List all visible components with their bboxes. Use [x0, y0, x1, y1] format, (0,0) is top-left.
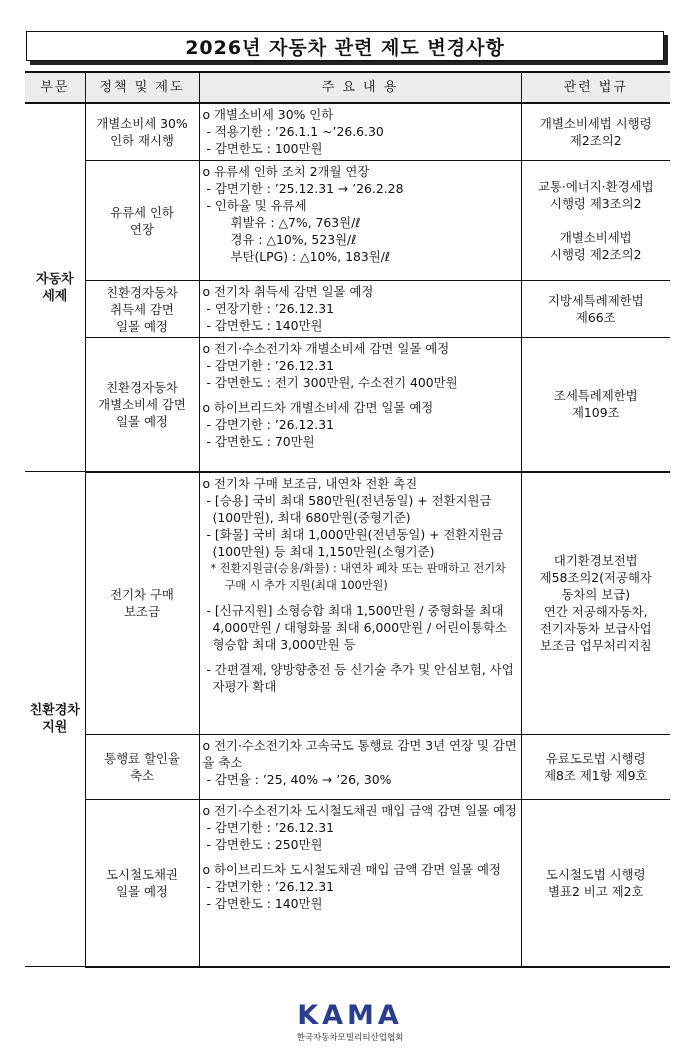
content-line: o 하이브리드차 개별소비세 감면 일몰 예정 — [202, 400, 434, 415]
table-row — [25, 800, 670, 967]
content-cell — [199, 161, 521, 281]
content-line: o 전기·수소전기차 고속국도 통행료 감면 3년 연장 및 감면율 축소 — [202, 738, 517, 770]
content-cell — [199, 800, 521, 967]
content-line: - 감면기한 : ’26.12.31 — [206, 879, 334, 894]
content-line: - [화물] 국비 최대 1,000만원(전년동일) + 전환지원금(100만원) 등 최대 1,150만원(소형기준) — [206, 526, 504, 559]
table-row — [25, 161, 670, 281]
table-header-row — [25, 72, 670, 103]
content-line: - 인하율 및 유류세 — [206, 198, 307, 213]
title-box — [26, 31, 664, 61]
law-cell: 조세특례제한법 제109조 — [521, 338, 670, 472]
content-line: - 감면한도 : 140만원 — [206, 896, 323, 911]
sector-cell: 자동차 세제 — [25, 103, 85, 472]
policy-cell: 전기차 구매 보조금 — [85, 472, 199, 735]
footer-logo — [0, 1002, 700, 1043]
policy-cell: 도시철도채권 일몰 예정 — [85, 800, 199, 967]
page-title: 2026년 자동차 관련 제도 변경사항 — [185, 36, 505, 59]
content-line: 경유 : △10%, 523원/ℓ — [230, 232, 357, 247]
law-cell: 개별소비세법 시행령 제2조의2 — [521, 103, 670, 161]
spacer — [203, 391, 518, 399]
content-line: - 감면한도 : 70만원 — [206, 434, 315, 449]
policy-table — [25, 71, 670, 968]
content-line: - 감면기한 : ’26.12.31 — [206, 358, 334, 373]
header-law: 관련 법규 — [521, 72, 670, 103]
content-line: - 감면율 : ’25, 40% → ’26, 30% — [206, 772, 392, 787]
header-content: 주 요 내 용 — [199, 72, 521, 103]
content-line: o 전기·수소전기차 개별소비세 감면 일몰 예정 — [202, 341, 450, 356]
policy-cell: 통행료 할인율 축소 — [85, 735, 199, 800]
content-line: - 감면한도 : 250만원 — [206, 837, 323, 852]
content-cell — [199, 103, 521, 161]
sector-cell: 친환경차 지원 — [25, 472, 85, 967]
content-line: o 전기차 취득세 감면 일몰 예정 — [202, 284, 374, 299]
table-body — [25, 103, 670, 967]
content-cell — [199, 472, 521, 735]
table-row — [25, 103, 670, 161]
table-row — [25, 281, 670, 338]
spacer — [203, 853, 518, 861]
spacer — [203, 653, 518, 661]
law-cell: 유료도로법 시행령 제8조 제1항 제9호 — [521, 735, 670, 800]
organization-name: 한국자동차모빌리티산업협회 — [296, 1033, 404, 1043]
header-policy: 정책 및 제도 — [85, 72, 199, 103]
content-cell — [199, 735, 521, 800]
content-line: * 전환지원금(승용/화물) : 내연차 폐차 또는 판매하고 전기차 구매 시 추가 지원(최대 100만원) — [210, 561, 510, 592]
content-line: o 유류세 인하 조치 2개월 연장 — [202, 164, 370, 179]
policy-cell: 개별소비세 30% 인하 재시행 — [85, 103, 199, 161]
content-line: o 하이브리드차 도시철도채권 매입 금액 감면 일몰 예정 — [202, 862, 501, 877]
policy-cell: 유류세 인하 연장 — [85, 161, 199, 281]
content-cell — [199, 281, 521, 338]
content-line: o 개별소비세 30% 인하 — [202, 107, 334, 122]
header-sector: 부문 — [25, 72, 85, 103]
content-line: - 간편결제, 양방향충전 등 신기술 추가 및 안심보험, 사업자평가 확대 — [206, 661, 514, 694]
law-cell: 지방세특례제한법 제66조 — [521, 281, 670, 338]
content-line: 휘발유 : △7%, 763원/ℓ — [230, 215, 361, 230]
content-line: - 감면기한 : ’25.12.31 → ’26.2.28 — [206, 181, 404, 196]
kama-logo: KAMA — [297, 1000, 403, 1031]
content-line: - 감면기한 : ’26.12.31 — [206, 417, 334, 432]
table-row — [25, 472, 670, 735]
content-line: - 감면한도 : 전기 300만원, 수소전기 400만원 — [206, 375, 458, 390]
policy-cell: 친환경자동차 취득세 감면 일몰 예정 — [85, 281, 199, 338]
content-cell — [199, 338, 521, 472]
policy-cell: 친환경자동차 개별소비세 감면 일몰 예정 — [85, 338, 199, 472]
content-line: o 전기차 구매 보조금, 내연차 전환 촉진 — [202, 475, 418, 491]
content-line: - 감면한도 : 140만원 — [206, 318, 323, 333]
content-line: - 연장기한 : ’26.12.31 — [206, 301, 334, 316]
law-cell: 교통·에너지·환경세법 시행령 제3조의2 개별소비세법 시행령 제2조의2 — [521, 161, 670, 281]
table-row — [25, 735, 670, 800]
table-row — [25, 338, 670, 472]
spacer — [203, 594, 518, 602]
content-line: - 적용기한 : ’26.1.1 ~’26.6.30 — [206, 124, 384, 139]
content-line: - 감면기한 : ’26.12.31 — [206, 820, 334, 835]
content-line: - [신규지원] 소형승합 최대 1,500만원 / 중형화물 최대 4,000만원 / 대형화물 최대 6,000만원 / 어린이통학소형승합 최대 3,000만원 등 — [206, 602, 508, 652]
content-line: o 전기·수소전기차 도시철도채권 매입 금액 감면 일몰 예정 — [202, 803, 517, 818]
content-line: 부탄(LPG) : △10%, 183원/ℓ — [230, 249, 390, 264]
law-cell: 도시철도법 시행령 별표2 비고 제2호 — [521, 800, 670, 967]
law-cell: 대기환경보전법 제58조의2(저공해자 동차의 보급) 연간 저공해자동차, 전기자동차 보급사업 보조금 업무처리지침 — [521, 472, 670, 735]
content-line: - [승용] 국비 최대 580만원(전년동일) + 전환지원금(100만원), 최대 680만원(중형기준) — [206, 492, 492, 525]
content-line: - 감면한도 : 100만원 — [206, 141, 323, 156]
